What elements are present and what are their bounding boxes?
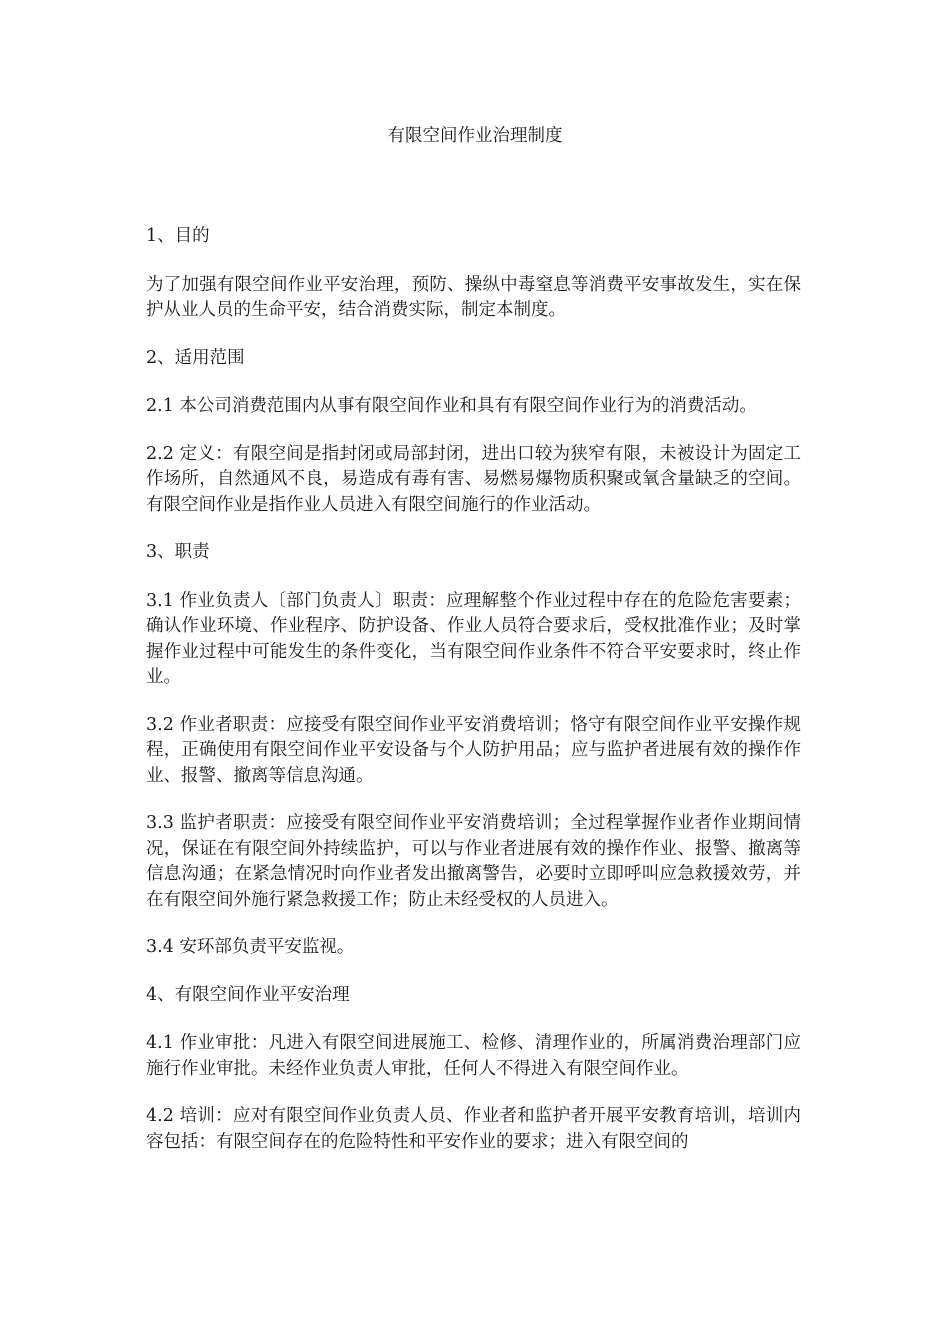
document-title: 有限空间作业治理制度: [387, 126, 563, 146]
section-heading-management: 4、有限空间作业平安治理: [146, 984, 350, 1005]
section-heading-purpose: 1、目的: [146, 226, 210, 246]
paragraph-3-4: 3.4 安环部负责平安监视。: [146, 937, 355, 957]
paragraph-4-1: 4.1 作业审批：凡进入有限空间进展施工、检修、清理作业的，所属消费治理部门应施行作业审批。未经作业负责人审批，任何人不得进入有限空间作业。: [146, 1033, 801, 1079]
section-heading-scope: 2、适用范围: [146, 347, 245, 368]
paragraph-2-1: 2.1 本公司消费范围内从事有限空间作业和具有有限空间作业行为的消费活动。: [146, 396, 757, 416]
paragraph-3-1: 3.1 作业负责人〔部门负责人〕职责：应理解整个作业过程中存在的危险危害要素；确认作业环境、作业程序、防护设备、作业人员符合要求后，受权批准作业；及时掌握作业过程中可能发生的条件变化，当有限空间作业条件不符合平安要求时，终止作业。: [146, 590, 801, 687]
document-body: [146, 224, 801, 1177]
section-heading-responsibilities: 3、职责: [146, 542, 210, 562]
paragraph-purpose: 为了加强有限空间作业平安治理，预防、操纵中毒窒息等消费平安事故发生，实在保护从业人员的生命平安，结合消费实际，制定本制度。: [146, 274, 801, 320]
paragraph-3-3: 3.3 监护者职责：应接受有限空间作业平安消费培训；全过程掌握作业者作业期间情况，保证在有限空间外持续监护，可以与作业者进展有效的操作作业、报警、撤离等信息沟通；在紧急情况时向作业者发出撤离警告，必要时立即呼叫应急救援效劳，并在有限空间外施行紧急救援工作；防止未经受权的人员进入。: [146, 813, 801, 910]
paragraph-2-2: 2.2 定义：有限空间是指封闭或局部封闭，进出口较为狭窄有限，未被设计为固定工作场所，自然通风不良，易造成有毒有害、易燃易爆物质积聚或氧含量缺乏的空间。有限空间作业是指作业人员进入有限空间施行的作业活动。: [146, 443, 801, 515]
paragraph-3-2: 3.2 作业者职责：应接受有限空间作业平安消费培训；恪守有限空间作业平安操作规程，正确使用有限空间作业平安设备与个人防护用品；应与监护者进展有效的操作作业、报警、撤离等信息沟通。: [146, 714, 801, 786]
paragraph-4-2: 4.2 培训：应对有限空间作业负责人员、作业者和监护者开展平安教育培训，培训内容包括：有限空间存在的危险特性和平安作业的要求；进入有限空间的: [146, 1106, 801, 1152]
